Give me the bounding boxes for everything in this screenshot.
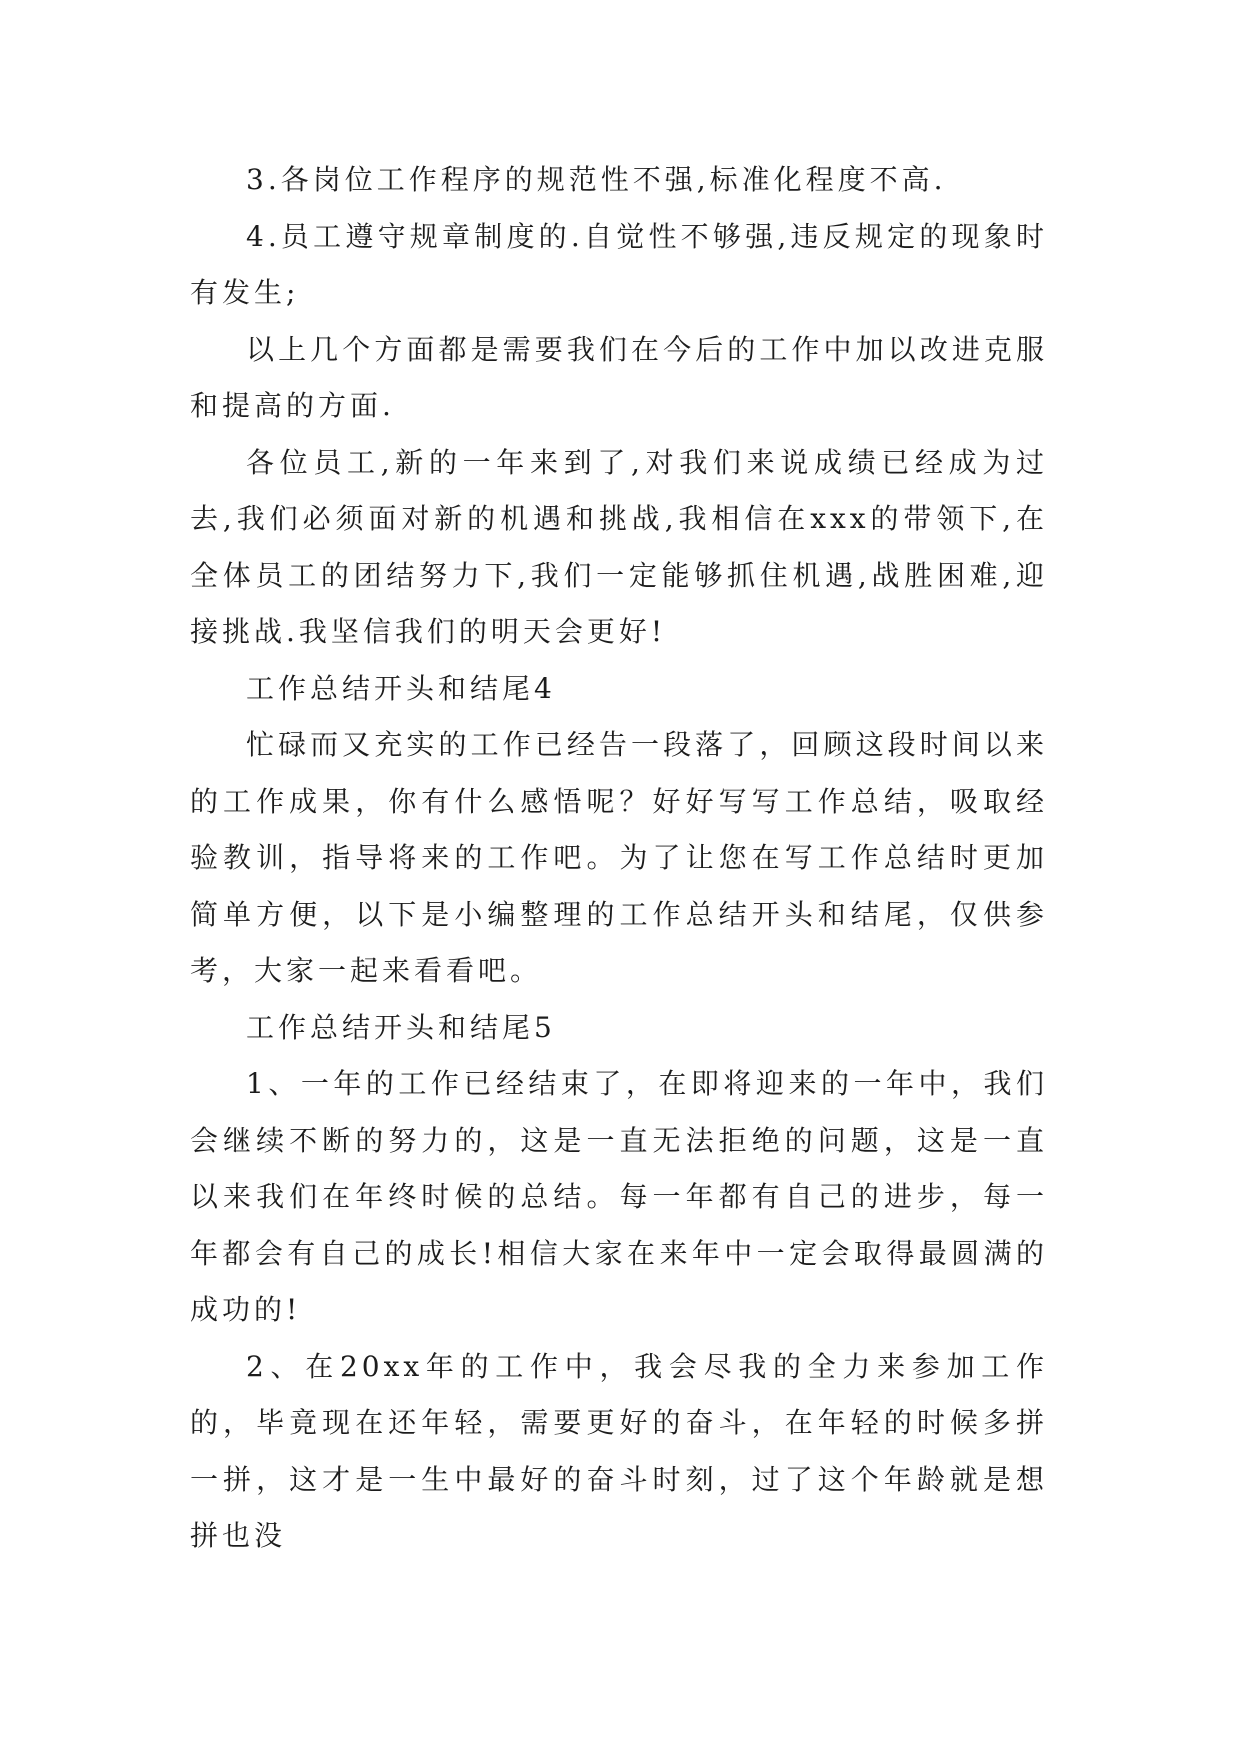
- section-heading-5: 工作总结开头和结尾5: [246, 1010, 556, 1044]
- paragraph-point-1: 1、一年的工作已经结束了，在即将迎来的一年中，我们会继续不断的努力的，这是一直无法拒绝的问题，这是一直以来我们在年终时候的总结。每一年都有自己的进步，每一年都会有自己的成长!相信大家在来年中一定会取得最圆满的成功的!: [190, 1067, 1048, 1326]
- paragraph-new-year-message: 各位员工,新的一年来到了,对我们来说成绩已经成为过去,我们必须面对新的机遇和挑战,我相信在xxx的带领下,在全体员工的团结努力下,我们一定能够抓住机遇,战胜困难,迎接挑战.我坚信我们的明天会更好!: [190, 445, 1048, 648]
- paragraph-item-4: 4.员工遵守规章制度的.自觉性不够强,违反规定的现象时有发生;: [190, 219, 1048, 309]
- paragraph-improvement-summary: 以上几个方面都是需要我们在今后的工作中加以改进克服和提高的方面.: [190, 332, 1048, 422]
- document-body: [190, 152, 1048, 1565]
- section-heading-4: 工作总结开头和结尾4: [246, 671, 556, 705]
- paragraph-point-2: 2、在20xx年的工作中，我会尽我的全力来参加工作的，毕竟现在还年轻，需要更好的奋斗，在年轻的时候多拼一拼，这才是一生中最好的奋斗时刻，过了这个年龄就是想拼也没: [190, 1349, 1048, 1552]
- paragraph-intro: 忙碌而又充实的工作已经告一段落了，回顾这段时间以来的工作成果，你有什么感悟呢？好好写写工作总结，吸取经验教训，指导将来的工作吧。为了让您在写工作总结时更加简单方便，以下是小编整理的工作总结开头和结尾，仅供参考，大家一起来看看吧。: [190, 728, 1048, 987]
- paragraph-item-3: 3.各岗位工作程序的规范性不强,标准化程度不高.: [246, 163, 947, 196]
